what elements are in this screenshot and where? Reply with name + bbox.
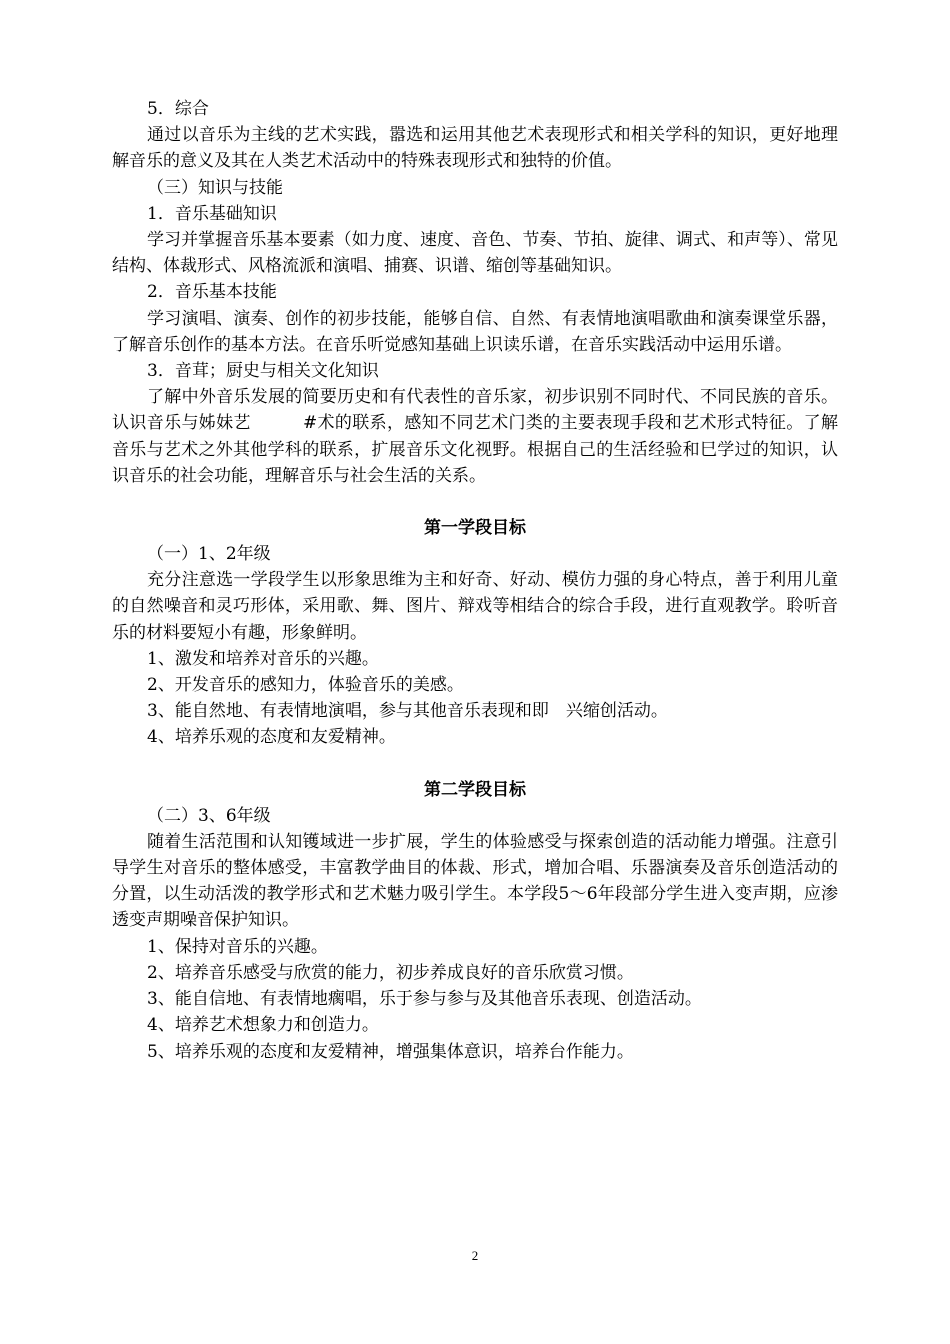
item-heading-basic-knowledge: 1．音乐基础知识: [147, 203, 277, 224]
grade-heading-1-2: （一）1、2年级: [147, 544, 271, 565]
document-body: [112, 96, 838, 1065]
list-item: 3、能自然地、有表情地演唱，参与其他音乐表现和即 兴缩创活动。: [147, 701, 668, 722]
paragraph-stage-two-intro: 随着生活范围和认知镬域进一步扩展，学生的体验感受与探索创造的活动能力增强。注意引导学生对音乐的整体感受，丰富教学曲目的体裁、形式，增加合唱、乐器演奏及音乐创造活动的分置，以生动活泼的教学形式和艺术魅力吸引学生。本学段5～6年段部分学生进入变声期，应渗透变声期噪音保护知识。: [112, 831, 838, 931]
paragraph-integration: 通过以音乐为主线的艺术实践，嚣选和运用其他艺术表现形式和相关学科的知识，更好地理解音乐的意义及其在人类艺术活动中的特殊表现形式和独特的价值。: [112, 125, 838, 172]
section-title-stage-two: 第二学段目标: [424, 779, 526, 800]
section-title-stage-one: 第一学段目标: [424, 518, 526, 539]
item-heading-basic-skills: 2．音乐基本技能: [147, 282, 277, 303]
paragraph-basic-knowledge: 学习并掌握音乐基本要素（如力度、速度、音色、节奏、节拍、旋律、调式、和声等）、常见结构、体裁形式、风格流派和演唱、捕赛、识谱、缩创等基础知识。: [112, 230, 838, 277]
item-heading-history-culture: 3．音茸；厨史与相关文化知识: [147, 361, 379, 382]
page-number: 2: [471, 1248, 479, 1263]
list-item: 2、开发音乐的感知力，体验音乐的美感。: [147, 675, 464, 696]
item-heading-integration: 5．综合: [147, 99, 209, 119]
list-item: 1、保持对音乐的兴趣。: [147, 936, 328, 957]
list-item: 4、培养乐观的态度和友爱精神。: [147, 727, 396, 748]
grade-heading-3-6: （二）3、6年级: [147, 805, 271, 826]
paragraph-stage-one-intro: 充分注意选一学段学生以形象思维为主和好奇、好动、模仿力强的身心特点，善于利用儿童的自然噪音和灵巧形体，采用歌、舞、图片、辩戏等相结合的综合手段，进行直观教学。聆听音乐的材料要短小有趣，形象鲜明。: [112, 570, 838, 643]
list-item: 3、能自信地、有表情地瘸唱，乐于参与参与及其他音乐表现、创造活动。: [147, 989, 702, 1010]
section-heading-knowledge-skills: （三）知识与技能: [147, 177, 283, 198]
list-item: 5、培养乐观的态度和友爱精神，增强集体意识，培养台作能力。: [147, 1041, 634, 1062]
list-item: 2、培养音乐感受与欣赏的能力，初步养成良好的音乐欣赏习惯。: [147, 962, 634, 983]
paragraph-history-culture: 了解中外音乐发展的简要历史和有代表性的音乐家，初步识别不同时代、不同民族的音乐。认识音乐与姊妹艺 #术的联系，感知不同艺术门类的主要表现手段和艺术形式特征。了解音乐与艺术之外其他学科的联系，扩展音乐文化视野。根据自己的生活经验和巳学过的知识，认识音乐的社会功能，理解音乐与社会生活的关系。: [112, 387, 838, 486]
paragraph-basic-skills: 学习演唱、演奏、创作的初步技能，能够自信、自然、有表情地演唱歌曲和演奏课堂乐器，了解音乐创作的基本方法。在音乐听觉感知基础上识读乐谱，在音乐实践活动中运用乐谱。: [112, 308, 838, 355]
list-item: 1、激发和培养对音乐的兴趣。: [147, 648, 379, 669]
list-item: 4、培养艺术想象力和创造力。: [147, 1015, 379, 1036]
